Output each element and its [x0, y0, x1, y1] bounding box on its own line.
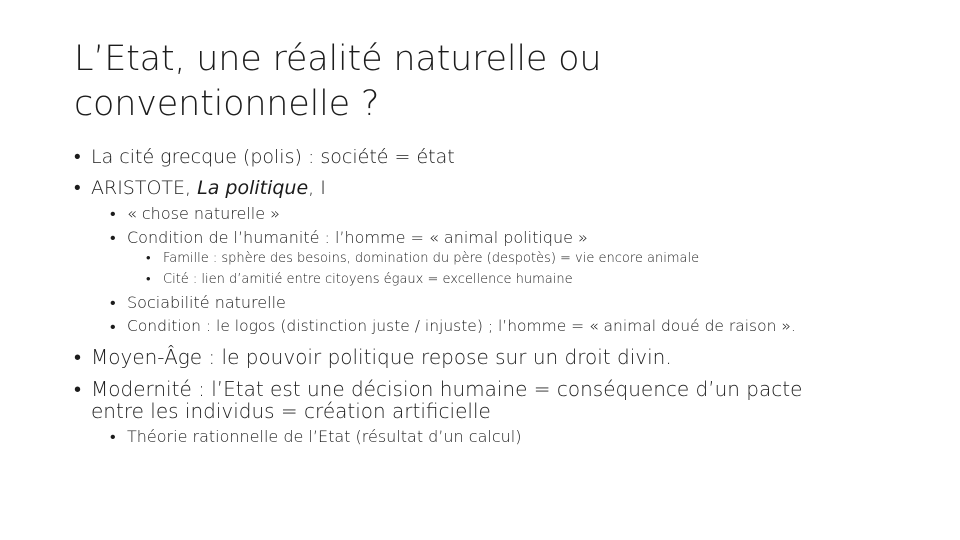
bullet-dot: • — [146, 251, 151, 266]
bullet-dot: • — [110, 427, 116, 446]
bullet-text: Condition de l’humanité : l’homme = « animal politique » — [127, 228, 588, 247]
bullet-dot: • — [74, 177, 81, 199]
bullet-dot: • — [146, 272, 151, 287]
bullet-text: Théorie rationnelle de l’Etat (résultat d’un calcul) — [127, 427, 522, 446]
bullet-text-line-1: Modernité : l’Etat est une décision humaine = conséquence d’un pacte — [91, 377, 803, 401]
slide-title-line-2: conventionnelle ? — [74, 84, 380, 124]
bullet-dot: • — [110, 317, 116, 336]
bullet-dot: • — [74, 146, 81, 168]
bullet-dot: • — [110, 228, 116, 247]
bullet-text: Sociabilité naturelle — [127, 293, 286, 312]
bullet-dot: • — [74, 377, 82, 401]
bullet-text-post: , I — [308, 177, 326, 199]
bullet-text: La cité grecque (polis) : société = état — [91, 146, 455, 168]
bullet-text-pre: ARISTOTE, — [91, 177, 198, 199]
slide-title-line-1: L’Etat, une réalité naturelle ou — [74, 39, 602, 79]
bullet-text — [91, 176, 326, 200]
bullet-text: Famille : sphère des besoins, domination du père (despotès) = vie encore animale — [163, 251, 700, 266]
bullet-dot: • — [74, 345, 82, 369]
bullet-text-line-2: entre les individus = création artificielle — [91, 399, 491, 423]
bullet-text: « chose naturelle » — [127, 204, 280, 223]
book-title: La politique — [197, 177, 309, 199]
bullet-text: Condition : le logos (distinction juste / injuste) ; l’homme = « animal doué de raison ». — [127, 317, 796, 335]
bullet-text: Cité : lien d’amitié entre citoyens égaux = excellence humaine — [163, 272, 573, 287]
bullet-dot: • — [110, 293, 116, 312]
bullet-dot: • — [110, 204, 116, 223]
bullet-text: Moyen-Âge : le pouvoir politique repose sur un droit divin. — [91, 345, 672, 369]
slide-title — [74, 37, 894, 127]
